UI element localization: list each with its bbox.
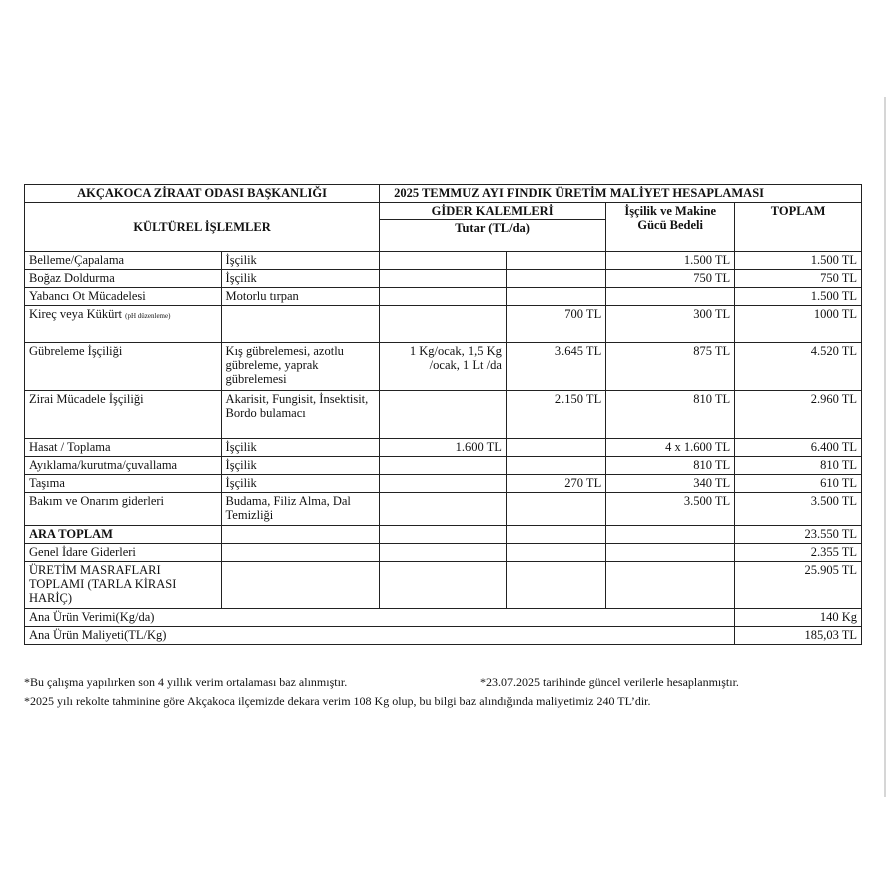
item-cell: İşçilik xyxy=(221,439,380,457)
table-row xyxy=(25,391,862,439)
operation-cell: Yabancı Ot Mücadelesi xyxy=(25,288,222,306)
amount-cell xyxy=(506,270,605,288)
footnote-3: *2025 yılı rekolte tahminine göre Akçakoca ilçemizde dekara verim 108 Kg olup, bu bilgi baz alındığında maliyetimiz 240 TL’dir. xyxy=(24,694,651,708)
total-cell: 3.500 TL xyxy=(735,493,862,526)
total-cell: 4.520 TL xyxy=(735,343,862,391)
item-cell: İşçilik xyxy=(221,252,380,270)
operation-cell: Zirai Mücadele İşçiliği xyxy=(25,391,222,439)
empty-cell xyxy=(506,526,605,544)
qty-cell xyxy=(380,457,507,475)
labor-cell: 810 TL xyxy=(606,457,735,475)
cost-table xyxy=(24,184,862,645)
item-cell: Kış gübrelemesi, azotlu gübreleme, yaprak gübrelemesi xyxy=(221,343,380,391)
cost-row xyxy=(25,627,862,645)
col-labor-header xyxy=(606,203,735,252)
amount-cell xyxy=(506,252,605,270)
table-row xyxy=(25,493,862,526)
operation-cell xyxy=(25,306,222,343)
qty-cell xyxy=(380,391,507,439)
qty-cell xyxy=(380,252,507,270)
labor-cell: 875 TL xyxy=(606,343,735,391)
amount-cell: 700 TL xyxy=(506,306,605,343)
empty-cell xyxy=(221,526,380,544)
total-cell: 6.400 TL xyxy=(735,439,862,457)
empty-cell xyxy=(606,562,735,609)
amount-cell xyxy=(506,457,605,475)
operation-cell: Belleme/Çapalama xyxy=(25,252,222,270)
amount-cell xyxy=(506,288,605,306)
col-labor-line1: İşçilik ve Makine xyxy=(624,204,716,218)
col-total-header: TOPLAM xyxy=(735,203,862,252)
operation-cell: Boğaz Doldurma xyxy=(25,270,222,288)
operation-cell: Taşıma xyxy=(25,475,222,493)
qty-cell: 1 Kg/ocak, 1,5 Kg /ocak, 1 Lt /da xyxy=(380,343,507,391)
table-row xyxy=(25,288,862,306)
subtotal-label: ARA TOPLAM xyxy=(25,526,222,544)
table-row xyxy=(25,306,862,343)
admin-row xyxy=(25,544,862,562)
empty-cell xyxy=(380,562,507,609)
empty-cell xyxy=(506,562,605,609)
table-row xyxy=(25,252,862,270)
labor-cell: 750 TL xyxy=(606,270,735,288)
admin-value: 2.355 TL xyxy=(735,544,862,562)
total-cell: 1000 TL xyxy=(735,306,862,343)
col-expenses-header: GİDER KALEMLERİ xyxy=(380,203,606,220)
total-cell: 1.500 TL xyxy=(735,252,862,270)
amount-cell xyxy=(506,493,605,526)
col-labor-line2: Gücü Bedeli xyxy=(637,218,703,232)
yield-row xyxy=(25,609,862,627)
total-cell: 810 TL xyxy=(735,457,862,475)
report-title: 2025 TEMMUZ AYI FINDIK ÜRETİM MALİYET HESAPLAMASI xyxy=(380,185,862,203)
amount-cell: 270 TL xyxy=(506,475,605,493)
empty-cell xyxy=(221,562,380,609)
qty-cell xyxy=(380,288,507,306)
operation-cell: Ayıklama/kurutma/çuvallama xyxy=(25,457,222,475)
admin-label: Genel İdare Giderleri xyxy=(25,544,222,562)
qty-cell: 1.600 TL xyxy=(380,439,507,457)
item-cell xyxy=(221,306,380,343)
labor-cell: 3.500 TL xyxy=(606,493,735,526)
item-cell: Akarisit, Fungisit, İnsektisit, Bordo bulamacı xyxy=(221,391,380,439)
qty-cell xyxy=(380,306,507,343)
subtotal-value: 23.550 TL xyxy=(735,526,862,544)
total-cell: 750 TL xyxy=(735,270,862,288)
labor-cell: 4 x 1.600 TL xyxy=(606,439,735,457)
operation-cell: Bakım ve Onarım giderleri xyxy=(25,493,222,526)
total-cell: 1.500 TL xyxy=(735,288,862,306)
labor-cell: 810 TL xyxy=(606,391,735,439)
operation-text: Kireç veya Kükürt xyxy=(29,307,123,321)
empty-cell xyxy=(606,544,735,562)
footnote-1: *Bu çalışma yapılırken son 4 yıllık verim ortalaması baz alınmıştır. xyxy=(24,675,348,689)
production-value: 25.905 TL xyxy=(735,562,862,609)
cost-value: 185,03 TL xyxy=(735,627,862,645)
operation-note: (pH düzenleme) xyxy=(125,312,171,320)
labor-cell xyxy=(606,288,735,306)
cost-label: Ana Ürün Maliyeti(TL/Kg) xyxy=(25,627,735,645)
amount-cell: 3.645 TL xyxy=(506,343,605,391)
header-row-2 xyxy=(25,203,862,220)
table-row xyxy=(25,439,862,457)
item-cell: İşçilik xyxy=(221,475,380,493)
col-amount-header: Tutar (TL/da) xyxy=(380,220,606,252)
col-operations-header: KÜLTÜREL İŞLEMLER xyxy=(25,203,380,252)
empty-cell xyxy=(221,544,380,562)
table-row xyxy=(25,270,862,288)
amount-cell xyxy=(506,439,605,457)
empty-cell xyxy=(506,544,605,562)
labor-cell: 300 TL xyxy=(606,306,735,343)
table-row xyxy=(25,475,862,493)
footnote-2: *23.07.2025 tarihinde güncel verilerle hesaplanmıştır. xyxy=(480,675,739,689)
labor-cell: 1.500 TL xyxy=(606,252,735,270)
org-name: AKÇAKOCA ZİRAAT ODASI BAŞKANLIĞI xyxy=(25,185,380,203)
empty-cell xyxy=(380,526,507,544)
header-row-1 xyxy=(25,185,862,203)
qty-cell xyxy=(380,475,507,493)
total-cell: 2.960 TL xyxy=(735,391,862,439)
operation-cell: Gübreleme İşçiliği xyxy=(25,343,222,391)
labor-cell: 340 TL xyxy=(606,475,735,493)
item-cell: İşçilik xyxy=(221,457,380,475)
page-edge xyxy=(884,97,886,797)
total-cell: 610 TL xyxy=(735,475,862,493)
item-cell: Motorlu tırpan xyxy=(221,288,380,306)
production-row xyxy=(25,562,862,609)
item-cell: Budama, Filiz Alma, Dal Temizliği xyxy=(221,493,380,526)
table-row xyxy=(25,457,862,475)
yield-label: Ana Ürün Verimi(Kg/da) xyxy=(25,609,735,627)
yield-value: 140 Kg xyxy=(735,609,862,627)
empty-cell xyxy=(606,526,735,544)
qty-cell xyxy=(380,493,507,526)
table-row xyxy=(25,343,862,391)
qty-cell xyxy=(380,270,507,288)
amount-cell: 2.150 TL xyxy=(506,391,605,439)
empty-cell xyxy=(380,544,507,562)
production-label: ÜRETİM MASRAFLARI TOPLAMI (TARLA KİRASI HARİÇ) xyxy=(25,562,222,609)
operation-cell: Hasat / Toplama xyxy=(25,439,222,457)
item-cell: İşçilik xyxy=(221,270,380,288)
subtotal-row xyxy=(25,526,862,544)
